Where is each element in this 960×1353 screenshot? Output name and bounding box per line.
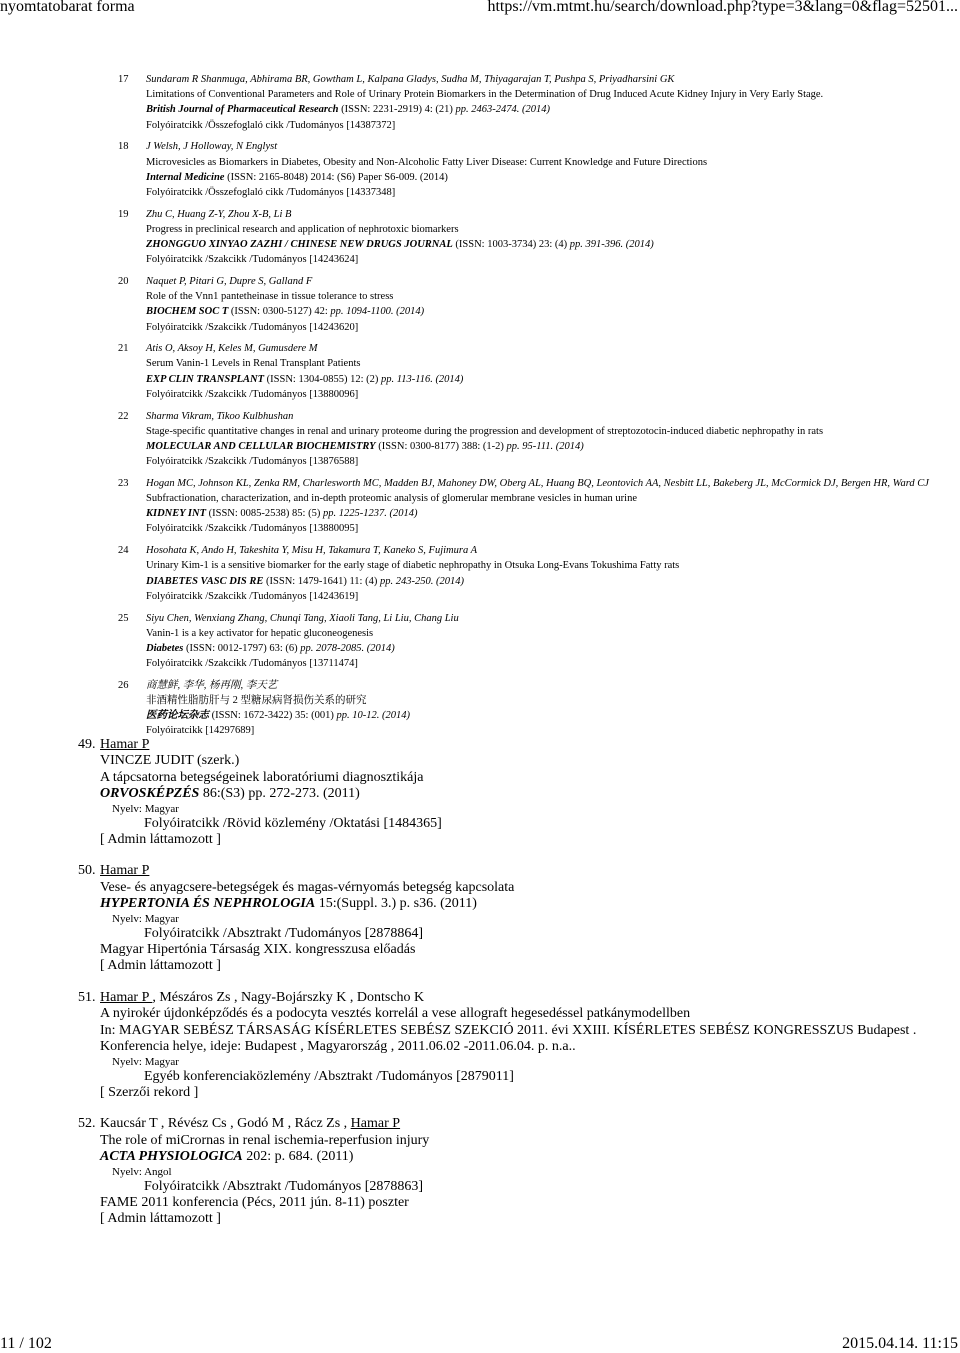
publication-item: [78, 863, 938, 974]
citation-item: [118, 611, 938, 672]
publication-status: [ Szerzői rekord ]: [100, 1084, 199, 1100]
citation-source: [146, 439, 938, 454]
publication-line: Vese- és anyagcsere-betegségek és magas-vérnyomás betegség kapcsolata: [100, 879, 515, 895]
publication-line: A tápcsatorna betegségeinek laboratóriumi diagnosztikája: [100, 769, 424, 785]
citation-number: 24: [118, 545, 129, 557]
citation-source: [146, 372, 938, 387]
citation-number: 22: [118, 410, 129, 422]
citation-type: Folyóiratcikk /Szakcikk /Tudományos [14243619]: [146, 590, 359, 602]
print-datetime: 2015.04.14. 11:15: [842, 1335, 958, 1352]
citation-title: 非酒精性脂肪肝与 2 型糖尿病肾损伤关系的研究: [146, 695, 367, 707]
page-number: 11 / 102: [0, 1335, 52, 1352]
publication-journal: ORVOSKÉPZÉS: [100, 786, 200, 802]
citation-pages: pp. 1094-1100. (2014): [330, 306, 425, 318]
citation-journal: BIOCHEM SOC T: [146, 306, 229, 318]
publication-line: In: MAGYAR SEBÉSZ TÁRSASÁG KÍSÉRLETES SEBÉSZ SZEKCIÓ 2011. évi XXIII. KÍSÉRLETES SEBÉSZ KONGRESSZUS Budapest . Konferencia helye, ideje: Budapest , Magyarország , 2011.06.02 -2011.06.04. p. n.a..: [100, 1022, 917, 1055]
citation-journal: MOLECULAR AND CELLULAR BIOCHEMISTRY: [146, 440, 376, 452]
publication-issue: 86:(S3) pp. 272-273. (2011): [199, 786, 360, 802]
citation-authors: 商慧鲜, 李华, 杨再刚, 李天艺: [146, 679, 278, 691]
publication-type: Folyóiratcikk /Absztrakt /Tudományos [2878864]: [144, 925, 424, 941]
citation-type: Folyóiratcikk /Szakcikk /Tudományos [13880096]: [146, 388, 359, 400]
publication-type: Folyóiratcikk /Absztrakt /Tudományos [2878863]: [144, 1178, 424, 1194]
publication-line: A nyirokér újdonképződés és a podocyta vesztés korrelál a vese allograft hegesedéssel patkánymodellben: [100, 1006, 691, 1022]
citation-title: Progress in preclinical research and application of nephrotoxic biomarkers: [146, 223, 459, 235]
citation-issue: (ISSN: 2231-2919) 4: (21): [338, 104, 456, 116]
citation-authors: Hosohata K, Ando H, Takeshita Y, Misu H, Takamura T, Kaneko S, Fujimura A: [146, 545, 478, 557]
citation-issue: (ISSN: 2165-8048) 2014: (S6) Paper S6-009. (2014): [224, 171, 448, 183]
citation-issue: (ISSN: 0012-1797) 63: (6): [183, 642, 301, 654]
citation-number: 21: [118, 343, 129, 355]
publication-note: Magyar Hipertónia Társaság XIX. kongresszusa előadás: [100, 942, 416, 958]
citation-issue: (ISSN: 0300-5127) 42:: [228, 306, 331, 318]
citation-type: Folyóiratcikk /Szakcikk /Tudományos [13880095]: [146, 523, 359, 535]
citation-authors: Zhu C, Huang Z-Y, Zhou X-B, Li B: [146, 208, 292, 220]
citation-pages: pp. 2078-2085. (2014): [300, 642, 395, 654]
author-link[interactable]: Hamar P: [100, 989, 153, 1005]
publication-authors: [100, 1116, 938, 1132]
citation-journal: Diabetes: [146, 642, 184, 654]
citation-item: [118, 678, 938, 739]
citation-type: Folyóiratcikk /Szakcikk /Tudományos [13876588]: [146, 456, 359, 468]
citation-number: 18: [118, 141, 129, 153]
publications-list: [78, 737, 938, 1243]
publication-authors: [100, 737, 938, 753]
citation-item: [118, 274, 938, 335]
citation-source: [146, 708, 938, 723]
citation-pages: pp. 2463-2474. (2014): [455, 104, 550, 116]
citation-number: 23: [118, 477, 129, 489]
citation-number: 25: [118, 612, 129, 624]
citation-issue: (ISSN: 1479-1641) 11: (4): [263, 575, 380, 587]
publication-line: The role of miCrornas in renal ischemia-reperfusion injury: [100, 1132, 430, 1148]
publication-authors: [100, 990, 938, 1006]
citation-source: [146, 641, 938, 656]
citation-number: 17: [118, 74, 129, 85]
citation-journal: British Journal of Pharmaceutical Research: [146, 104, 339, 116]
citation-number: 26: [118, 679, 129, 691]
citation-source: [146, 170, 938, 185]
citation-title: Vanin-1 is a key activator for hepatic gluconeogenesis: [146, 627, 374, 639]
publication-status: [ Admin láttamozott ]: [100, 832, 221, 848]
author-link[interactable]: Hamar P: [100, 737, 150, 752]
header-title: nyomtatobarat forma: [0, 0, 135, 15]
citation-pages: pp. 243-250. (2014): [379, 575, 464, 587]
publication-language: Nyelv: Angol: [112, 1165, 172, 1178]
publication-note: FAME 2011 konferencia (Pécs, 2011 jún. 8-11) poszter: [100, 1194, 409, 1210]
publication-line: VINCZE JUDIT (szerk.): [100, 753, 240, 769]
citation-pages: pp. 95-111. (2014): [506, 440, 584, 452]
citation-authors: Atis O, Aksoy H, Keles M, Gumusdere M: [146, 343, 318, 355]
citation-number: 19: [118, 208, 129, 220]
authors-before: Kaucsár T , Révész Cs , Godó M , Rácz Zs ,: [100, 1116, 351, 1132]
publication-journal: ACTA PHYSIOLOGICA: [100, 1149, 243, 1165]
citation-authors: J Welsh, J Holloway, N Englyst: [146, 141, 278, 153]
citation-item: [118, 476, 938, 537]
publication-number: 52.: [78, 1116, 96, 1132]
citation-authors: Sharma Vikram, Tikoo Kulbhushan: [146, 410, 294, 422]
publication-language: Nyelv: Magyar: [112, 912, 179, 925]
citations-list: [118, 72, 938, 745]
citation-type: Folyóiratcikk /Összefoglaló cikk /Tudományos [14337348]: [146, 186, 396, 198]
publication-language: Nyelv: Magyar: [112, 802, 179, 815]
citation-title: Limitations of Conventional Parameters and Role of Urinary Protein Biomarkers in the Determination of Drug Induced Acute Kidney Injury in Very Early Stage.: [146, 89, 824, 101]
publication-item: [78, 990, 938, 1101]
author-link[interactable]: Hamar P: [350, 1116, 401, 1132]
citation-item: [118, 341, 938, 402]
citation-title: Subfractionation, characterization, and in-depth proteomic analysis of glomerular membrane vesicles in human urine: [146, 493, 637, 505]
citation-type: Folyóiratcikk /Szakcikk /Tudományos [13711474]: [146, 658, 358, 670]
citation-item: [118, 409, 938, 470]
publication-source: [100, 1149, 938, 1165]
citation-source: [146, 506, 938, 521]
header-url[interactable]: https://vm.mtmt.hu/search/download.php?type=3&lang=0&flag=52501...: [487, 0, 958, 15]
citation-journal: KIDNEY INT: [146, 508, 206, 520]
publication-item: [78, 737, 938, 848]
authors-after: , Mészáros Zs , Nagy-Bojárszky K , Dontscho K: [152, 989, 425, 1005]
publication-status: [ Admin láttamozott ]: [100, 958, 221, 974]
citation-pages: pp. 10-12. (2014): [336, 710, 410, 722]
publication-item: [78, 1116, 938, 1227]
citation-title: Serum Vanin-1 Levels in Renal Transplant Patients: [146, 358, 361, 370]
publication-source: [100, 896, 938, 912]
citation-issue: (ISSN: 1304-0855) 12: (2): [264, 373, 381, 385]
citation-title: Role of the Vnn1 pantetheinase in tissue tolerance to stress: [146, 291, 394, 303]
publication-type: Egyéb konferenciaközlemény /Absztrakt /Tudományos [2879011]: [144, 1068, 514, 1084]
publication-language: Nyelv: Magyar: [112, 1055, 179, 1068]
author-link[interactable]: Hamar P: [100, 863, 150, 879]
citation-number: 20: [118, 275, 129, 287]
citation-source: [146, 237, 938, 252]
citation-issue: (ISSN: 1672-3422) 35: (001): [209, 710, 337, 722]
citation-source: [146, 304, 938, 319]
citation-authors: Hogan MC, Johnson KL, Zenka RM, Charlesworth MC, Madden BJ, Mahoney DW, Oberg AL, Huang BQ, Leontovich AA, Nesbitt LL, Bakeberg JL, McCormick DJ, Bergen HR, Ward CJ: [146, 477, 929, 489]
publication-issue: 15:(Suppl. 3.) p. s36. (2011): [315, 896, 477, 912]
citation-source: [146, 102, 938, 117]
citation-issue: (ISSN: 0085-2538) 85: (5): [206, 508, 323, 520]
citation-item: [118, 207, 938, 268]
citation-type: Folyóiratcikk /Szakcikk /Tudományos [14243620]: [146, 321, 359, 333]
publication-type: Folyóiratcikk /Rövid közlemény /Oktatási [1484365]: [144, 815, 442, 831]
citation-type: Folyóiratcikk /Szakcikk /Tudományos [14243624]: [146, 254, 359, 266]
citation-journal: 医药论坛杂志: [146, 710, 209, 722]
citation-type: Folyóiratcikk /Összefoglaló cikk /Tudományos [14387372]: [146, 119, 396, 131]
citation-item: [118, 543, 938, 604]
publication-source: [100, 786, 938, 802]
citation-title: Microvesicles as Biomarkers in Diabetes, Obesity and Non-Alcoholic Fatty Liver Disease: Current Knowledge and Future Directions: [146, 156, 708, 168]
citation-item: [118, 139, 938, 200]
publication-status: [ Admin láttamozott ]: [100, 1211, 221, 1227]
citation-authors: Sundaram R Shanmuga, Abhirama BR, Gowtham L, Kalpana Gladys, Sudha M, Thiyagarajan T, Pushpa S, Priyadharsini GK: [146, 74, 675, 85]
citation-journal: EXP CLIN TRANSPLANT: [146, 373, 265, 385]
citation-issue: (ISSN: 1003-3734) 23: (4): [452, 239, 570, 251]
publication-authors: [100, 863, 938, 879]
publication-number: 49.: [78, 737, 96, 752]
citation-issue: (ISSN: 0300-8177) 388: (1-2): [375, 440, 507, 452]
citation-item: [118, 72, 938, 133]
citation-journal: DIABETES VASC DIS RE: [146, 575, 264, 587]
publication-issue: 202: p. 684. (2011): [242, 1149, 354, 1165]
publication-journal: HYPERTONIA ÉS NEPHROLOGIA: [100, 896, 316, 912]
citation-source: [146, 574, 938, 589]
citation-authors: Siyu Chen, Wenxiang Zhang, Chunqi Tang, Xiaoli Tang, Li Liu, Chang Liu: [146, 612, 459, 624]
citation-type: Folyóiratcikk [14297689]: [146, 725, 255, 737]
publication-number: 50.: [78, 863, 96, 879]
citation-title: Urinary Kim-1 is a sensitive biomarker for the early stage of diabetic nephropathy in Otsuka Long-Evans Tokushima Fatty rats: [146, 560, 680, 572]
citation-pages: pp. 1225-1237. (2014): [322, 508, 418, 520]
citation-authors: Naquet P, Pitari G, Dupre S, Galland F: [146, 275, 313, 287]
citation-pages: pp. 113-116. (2014): [381, 373, 464, 385]
citation-journal: Internal Medicine: [146, 171, 225, 183]
citation-pages: pp. 391-396. (2014): [569, 239, 654, 251]
citation-title: Stage-specific quantitative changes in renal and urinary proteome during the progression and development of streptozotocin-induced diabetic nephropathy in rats: [146, 425, 824, 437]
publication-number: 51.: [78, 989, 96, 1005]
citation-journal: ZHONGGUO XINYAO ZAZHI / CHINESE NEW DRUGS JOURNAL: [146, 239, 453, 251]
